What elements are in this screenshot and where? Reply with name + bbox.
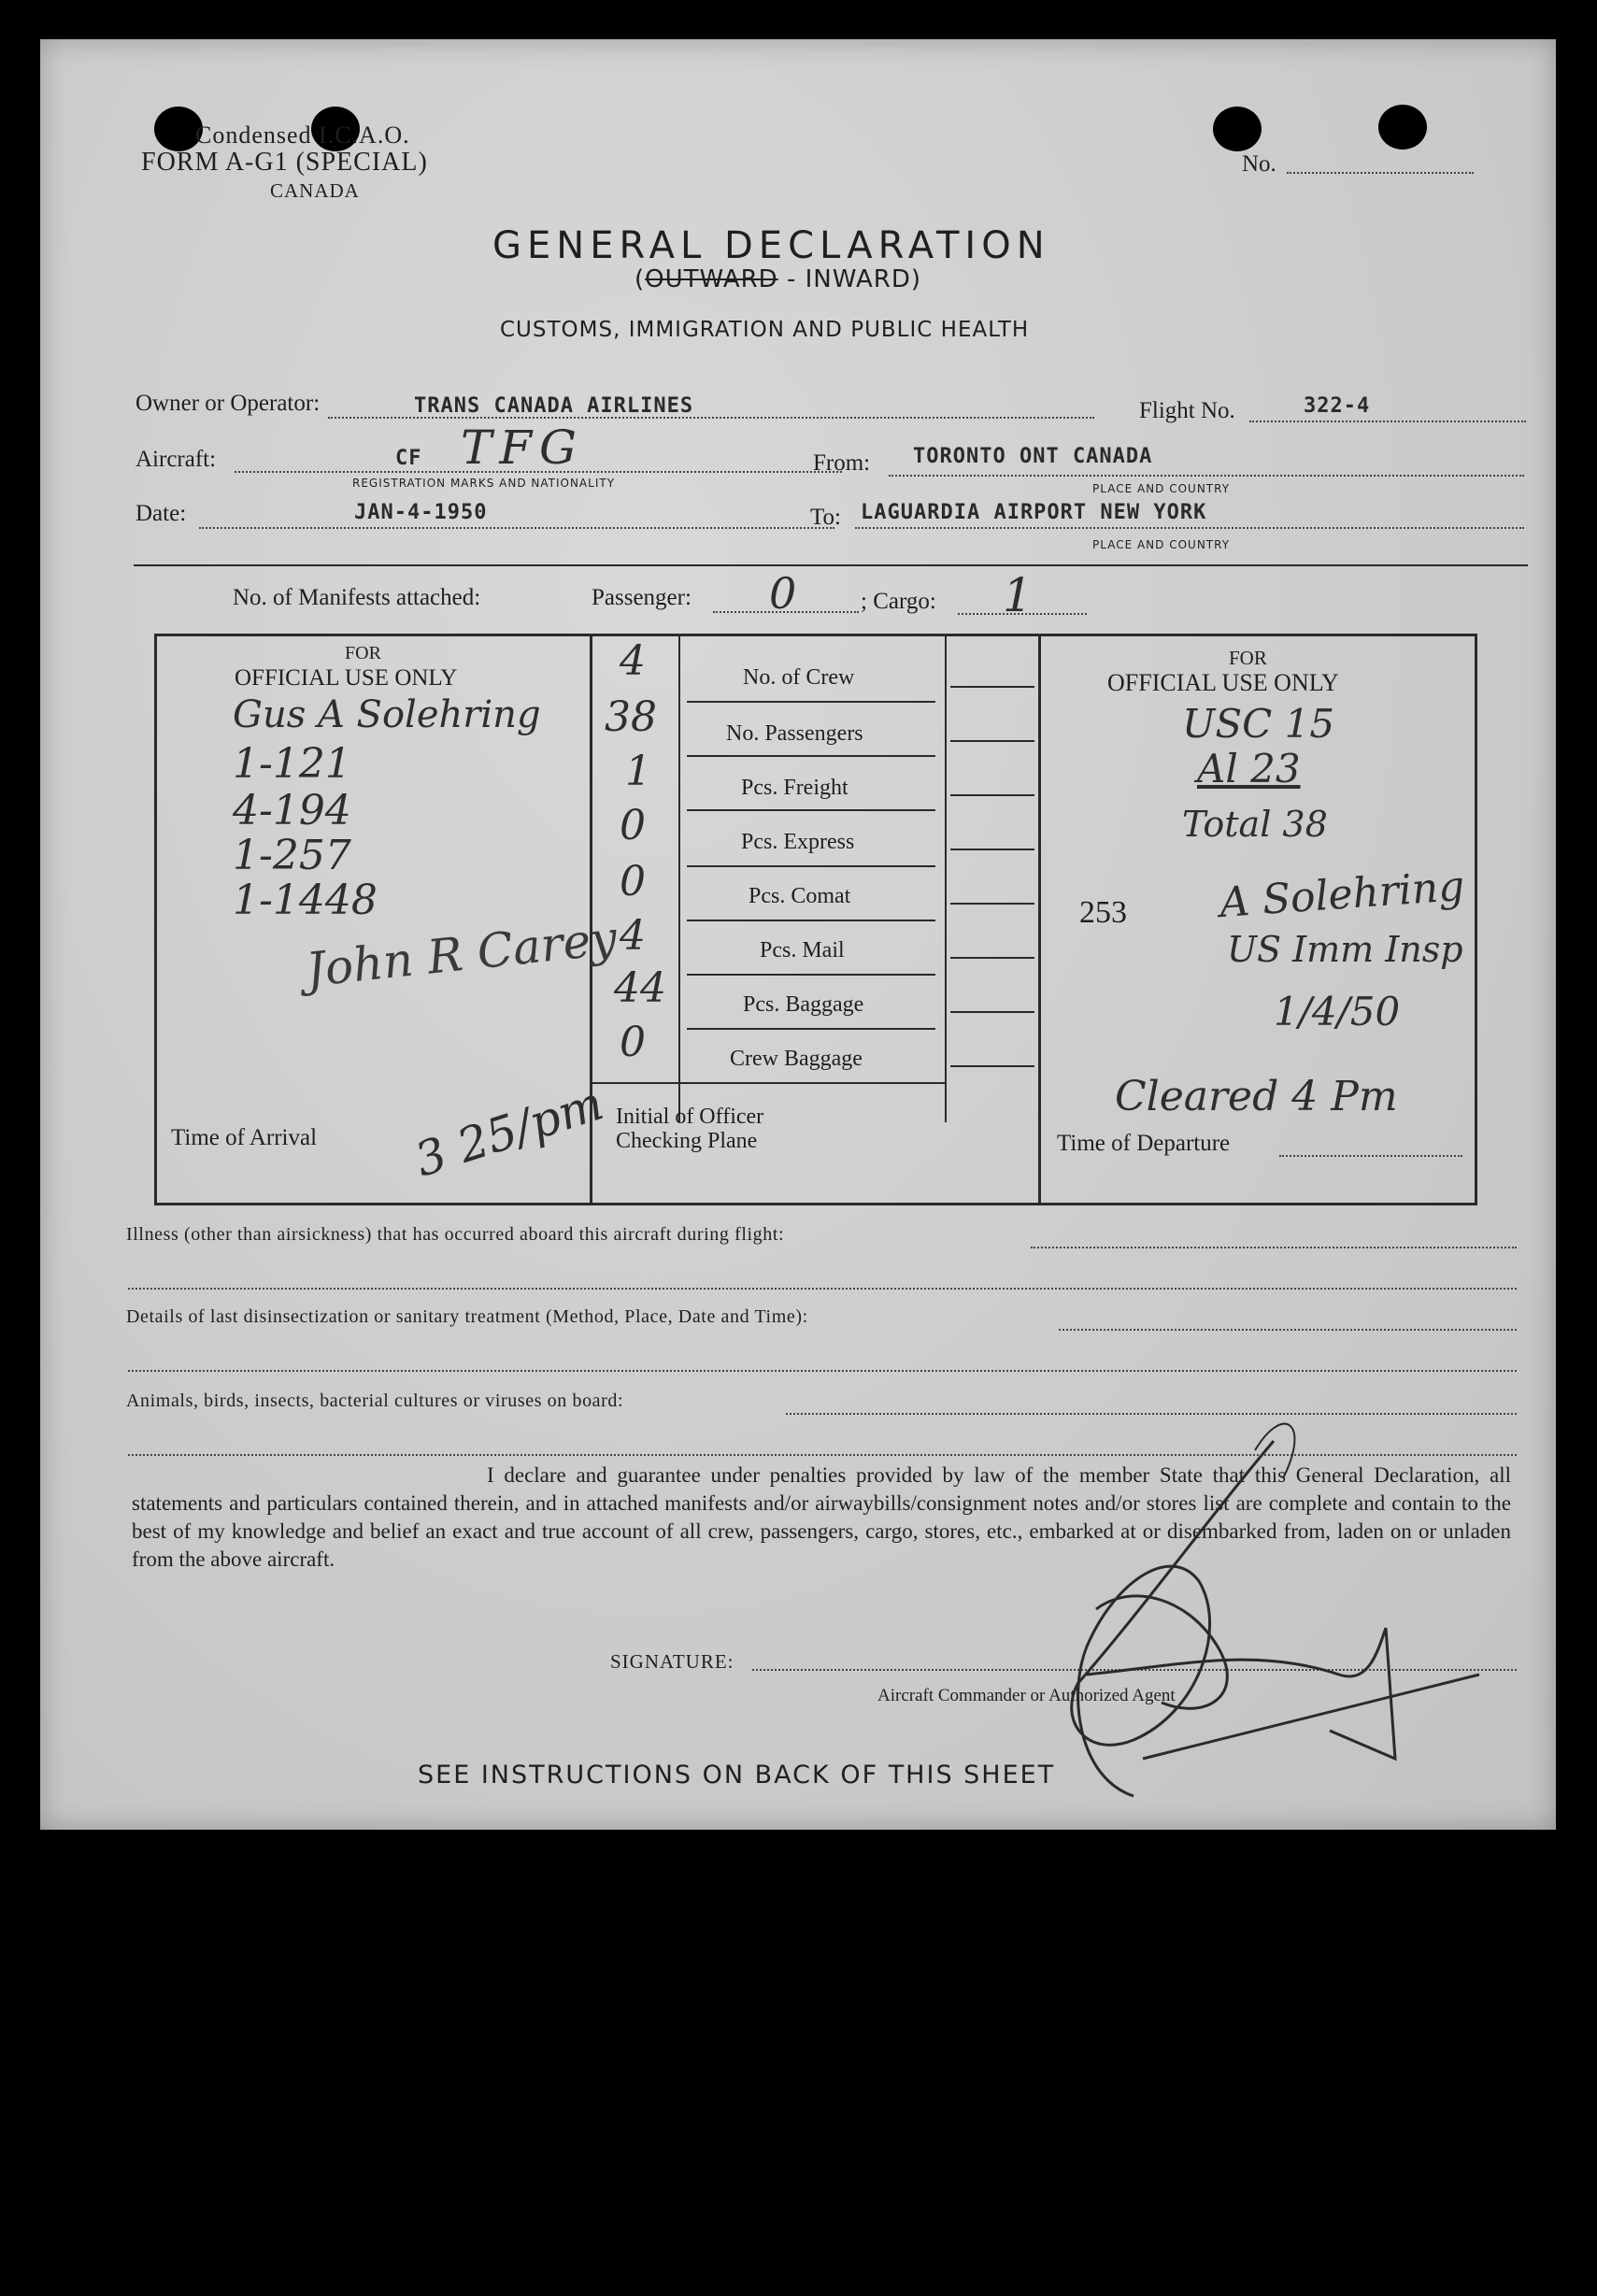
form-number: FORM A-G1 (SPECIAL) [141, 148, 428, 177]
page-subtitle [635, 265, 921, 293]
manifest-passenger-line [713, 611, 859, 613]
header-country: CANADA [270, 179, 360, 202]
row-value-baggage: 44 [614, 964, 666, 1012]
signature-caption: Aircraft Commander or Authorized Agent [877, 1686, 1176, 1705]
left-for-label: FOR [345, 643, 381, 663]
row-value-freight: 1 [625, 748, 651, 795]
page-title: GENERAL DECLARATION [492, 224, 1050, 267]
flight-value: 322-4 [1304, 394, 1371, 418]
document-no-label: No. [1242, 151, 1276, 177]
manifests-label: No. of Manifests attached: [233, 585, 481, 610]
row-value-comat: 0 [620, 858, 646, 906]
illness-line-2 [128, 1288, 1517, 1290]
row-label-crew-baggage: Crew Baggage [730, 1047, 863, 1071]
check-rule [950, 849, 1034, 850]
row-label-crew: No. of Crew [743, 665, 855, 690]
row-rule [687, 865, 935, 867]
row-value-passengers: 38 [605, 693, 657, 741]
row-rule [687, 755, 935, 757]
row-label-passengers: No. Passengers [726, 721, 863, 746]
row-rule [687, 701, 935, 703]
row-value-crew: 4 [620, 637, 646, 685]
signature-label: SIGNATURE: [610, 1650, 734, 1673]
right-officer-title: US Imm Insp [1227, 929, 1463, 970]
from-line [889, 475, 1524, 477]
aircraft-caption: REGISTRATION MARKS AND NATIONALITY [352, 477, 616, 490]
right-officer-signature: A Solehring [1218, 862, 1466, 928]
illness-line-1 [1031, 1247, 1517, 1248]
flight-line [1249, 421, 1526, 422]
punch-hole [1378, 105, 1427, 150]
left-note-0: Gus A Solehring [233, 693, 541, 736]
owner-line [328, 417, 1094, 419]
subtitle-outward: OUTWARD [645, 265, 778, 293]
document-no-line [1287, 172, 1474, 174]
owner-label: Owner or Operator: [135, 391, 321, 416]
time-departure-label: Time of Departure [1057, 1131, 1231, 1156]
animals-label: Animals, birds, insects, bacterial cultures or viruses on board: [126, 1390, 624, 1411]
table-divider-values [678, 636, 680, 1122]
left-note-3: 1-257 [233, 832, 351, 879]
footer-instructions: SEE INSTRUCTIONS ON BACK OF THIS SHEET [418, 1761, 1056, 1790]
left-official-label: OFFICIAL USE ONLY [235, 665, 458, 691]
manifest-cargo-line [958, 613, 1087, 615]
time-arrival-value: 3 25/pm [408, 1076, 610, 1188]
left-note-2: 4-194 [233, 787, 351, 834]
from-label: From: [813, 450, 871, 476]
row-rule [592, 1082, 947, 1084]
subtitle-paren: ( [635, 265, 646, 293]
row-value-express: 0 [620, 802, 646, 849]
time-departure-line [1279, 1155, 1462, 1157]
table-divider-labels [945, 636, 947, 1122]
disinsect-line-1 [1059, 1329, 1517, 1331]
row-rule [687, 920, 935, 921]
row-value-mail: 4 [620, 912, 646, 960]
declaration-sheet [40, 39, 1556, 1830]
right-note-total: Total 38 [1182, 804, 1328, 845]
check-rule [950, 957, 1034, 959]
header-condensed: Condensed I.C.A.O. [195, 121, 410, 149]
check-rule [950, 1011, 1034, 1013]
subtitle-inward: - INWARD) [777, 265, 922, 293]
from-value: TORONTO ONT CANADA [913, 445, 1153, 468]
manifest-passenger-label: Passenger: [592, 585, 692, 610]
right-date: 1/4/50 [1274, 989, 1401, 1034]
row-rule [687, 974, 935, 976]
left-officer-signature: John R Carey [303, 910, 620, 998]
time-arrival-label: Time of Arrival [171, 1125, 318, 1150]
left-note-1: 1-121 [233, 740, 351, 788]
to-line [855, 527, 1524, 529]
from-caption: PLACE AND COUNTRY [1092, 482, 1231, 495]
row-rule [687, 809, 935, 811]
date-value: JAN-4-1950 [354, 501, 488, 524]
header-rule [134, 564, 1528, 566]
to-value: LAGUARDIA AIRPORT NEW YORK [861, 501, 1207, 524]
to-label: To: [810, 505, 841, 530]
punch-hole [1213, 107, 1262, 151]
right-official-label: OFFICIAL USE ONLY [1107, 669, 1339, 696]
aircraft-line [235, 471, 842, 473]
row-value-crew-baggage: 0 [620, 1019, 646, 1066]
check-rule [950, 1065, 1034, 1067]
table-divider-right [1038, 636, 1041, 1203]
flight-label: Flight No. [1139, 398, 1235, 423]
time-departure-value: Cleared 4 Pm [1115, 1073, 1398, 1120]
left-note-4: 1-1448 [233, 877, 378, 924]
disinsect-label: Details of last disinsectization or sanitary treatment (Method, Place, Date and Time): [126, 1306, 808, 1327]
illness-label: Illness (other than airsickness) that has occurred aboard this aircraft during flight: [126, 1224, 785, 1245]
aircraft-value: CF [395, 447, 422, 470]
manifest-cargo-value: 1 [1003, 568, 1033, 622]
row-label-comat: Pcs. Comat [749, 884, 851, 908]
row-label-mail: Pcs. Mail [760, 938, 845, 963]
commander-signature [975, 1366, 1498, 1805]
date-line [199, 527, 834, 529]
check-rule [950, 686, 1034, 688]
right-note-usc: USC 15 [1182, 701, 1335, 747]
right-number: 253 [1079, 895, 1127, 930]
row-label-baggage: Pcs. Baggage [743, 992, 864, 1017]
row-label-freight: Pcs. Freight [741, 776, 848, 800]
to-caption: PLACE AND COUNTRY [1092, 538, 1231, 551]
checking-plane-label: Checking Plane [616, 1129, 758, 1153]
initial-officer-label: Initial of Officer [616, 1105, 764, 1129]
owner-value: TRANS CANADA AIRLINES [414, 394, 694, 418]
manifest-passenger-value: 0 [769, 568, 797, 619]
row-rule [687, 1028, 935, 1030]
aircraft-handwritten: TFG [461, 421, 584, 475]
row-label-express: Pcs. Express [741, 830, 855, 854]
page-subhead: CUSTOMS, IMMIGRATION AND PUBLIC HEALTH [500, 318, 1030, 342]
right-note-al: Al 23 [1197, 746, 1301, 791]
manifest-cargo-label: ; Cargo: [861, 589, 936, 614]
right-for-label: FOR [1229, 647, 1267, 669]
aircraft-label: Aircraft: [135, 447, 217, 472]
check-rule [950, 794, 1034, 796]
declaration-text: I declare and guarantee under penalties provided by law of the member State that this General Declaration, all statements and particulars contained therein, and in attached manifests and/or airwaybills/consignment notes and/or stores list are complete and contain to the best of my knowledge and belief an exact and true account of all crew, passengers, cargo, stores, etc., embarked at or disembarked from, laden on or unladen from the above aircraft. [132, 1463, 1511, 1571]
check-rule [950, 903, 1034, 905]
check-rule [950, 740, 1034, 742]
date-label: Date: [135, 501, 187, 526]
